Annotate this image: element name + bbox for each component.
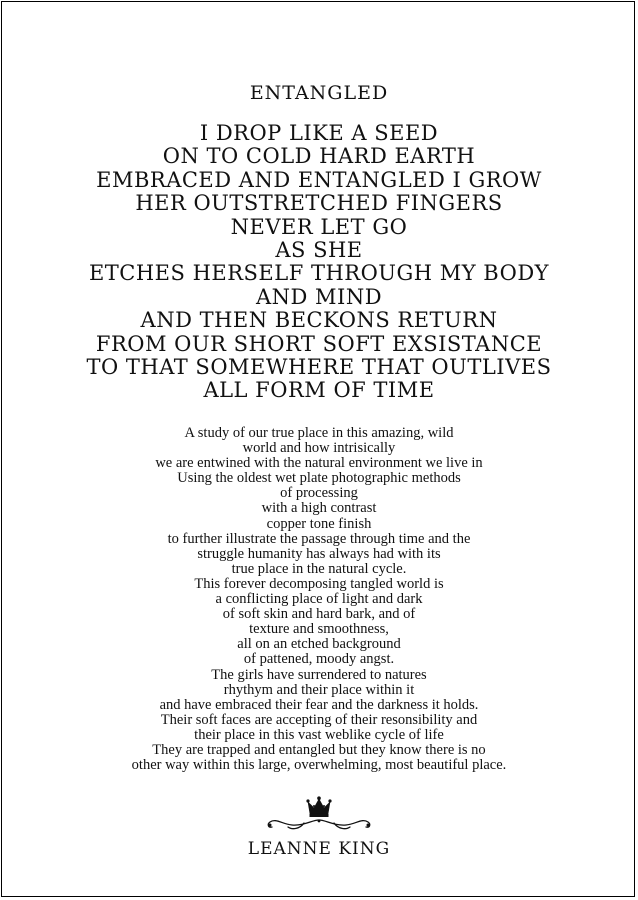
description-line: true place in the natural cycle. <box>231 560 407 577</box>
description-line: and have embraced their fear and the darkness it holds. <box>159 696 479 713</box>
description-line: A study of our true place in this amazing, wild <box>184 425 454 441</box>
description-line: Their soft faces are accepting of their resonsibility and <box>160 711 478 728</box>
description-line: texture and smoothness, <box>249 621 389 638</box>
poem-line: ALL FORM OF TIME <box>203 378 435 403</box>
poem-line: NEVER LET GO <box>230 214 408 239</box>
artist-signature: LEANNE KING <box>247 839 391 859</box>
poem-body <box>0 122 638 403</box>
poem-line: ETCHES HERSELF THROUGH MY BODY <box>88 261 550 286</box>
description-text <box>0 426 638 773</box>
description-line: of pattened, moody angst. <box>243 651 395 668</box>
description-line: copper tone finish <box>266 515 372 532</box>
description-line: all on an etched background <box>237 636 401 653</box>
poem-line: FROM OUR SHORT SOFT EXSISTANCE <box>95 331 543 356</box>
description-line: Using the oldest wet plate photographic methods <box>177 470 461 487</box>
description-line: to further illustrate the passage through time and the <box>167 530 471 547</box>
description-line: with a high contrast <box>261 500 377 517</box>
poem-line: HER OUTSTRETCHED FINGERS <box>135 191 503 216</box>
description-line: world and how intrisically <box>242 440 396 457</box>
description-line: The girls have surrendered to natures <box>211 666 427 683</box>
description-line: of soft skin and hard bark, and of <box>222 606 416 623</box>
poem-line: TO THAT SOMEWHERE THAT OUTLIVES <box>86 355 552 380</box>
description-line: other way within this large, overwhelming, most beautiful place. <box>131 757 507 774</box>
poem-line: AND THEN BECKONS RETURN <box>140 308 498 333</box>
poem-line: AS SHE <box>275 238 363 263</box>
poem-line: I DROP LIKE A SEED <box>199 121 439 145</box>
description-line: rhythym and their place within it <box>223 681 415 698</box>
poem-line: AND MIND <box>255 284 383 309</box>
description-line: their place in this vast weblike cycle of life <box>194 726 444 743</box>
poem-title: ENTANGLED <box>249 82 389 104</box>
description-line: They are trapped and entangled but they know there is no <box>152 741 486 758</box>
crown-flourish-icon <box>264 796 374 836</box>
description-line: we are entwined with the natural environment we live in <box>155 455 483 472</box>
poem-line: EMBRACED AND ENTANGLED I GROW <box>96 167 542 192</box>
poem-line: ON TO COLD HARD EARTH <box>162 144 476 169</box>
description-line: This forever decomposing tangled world is <box>194 575 444 592</box>
description-line: struggle humanity has always had with its <box>197 545 441 562</box>
description-line: of processing <box>280 485 358 502</box>
description-line: a conflicting place of light and dark <box>215 591 423 608</box>
